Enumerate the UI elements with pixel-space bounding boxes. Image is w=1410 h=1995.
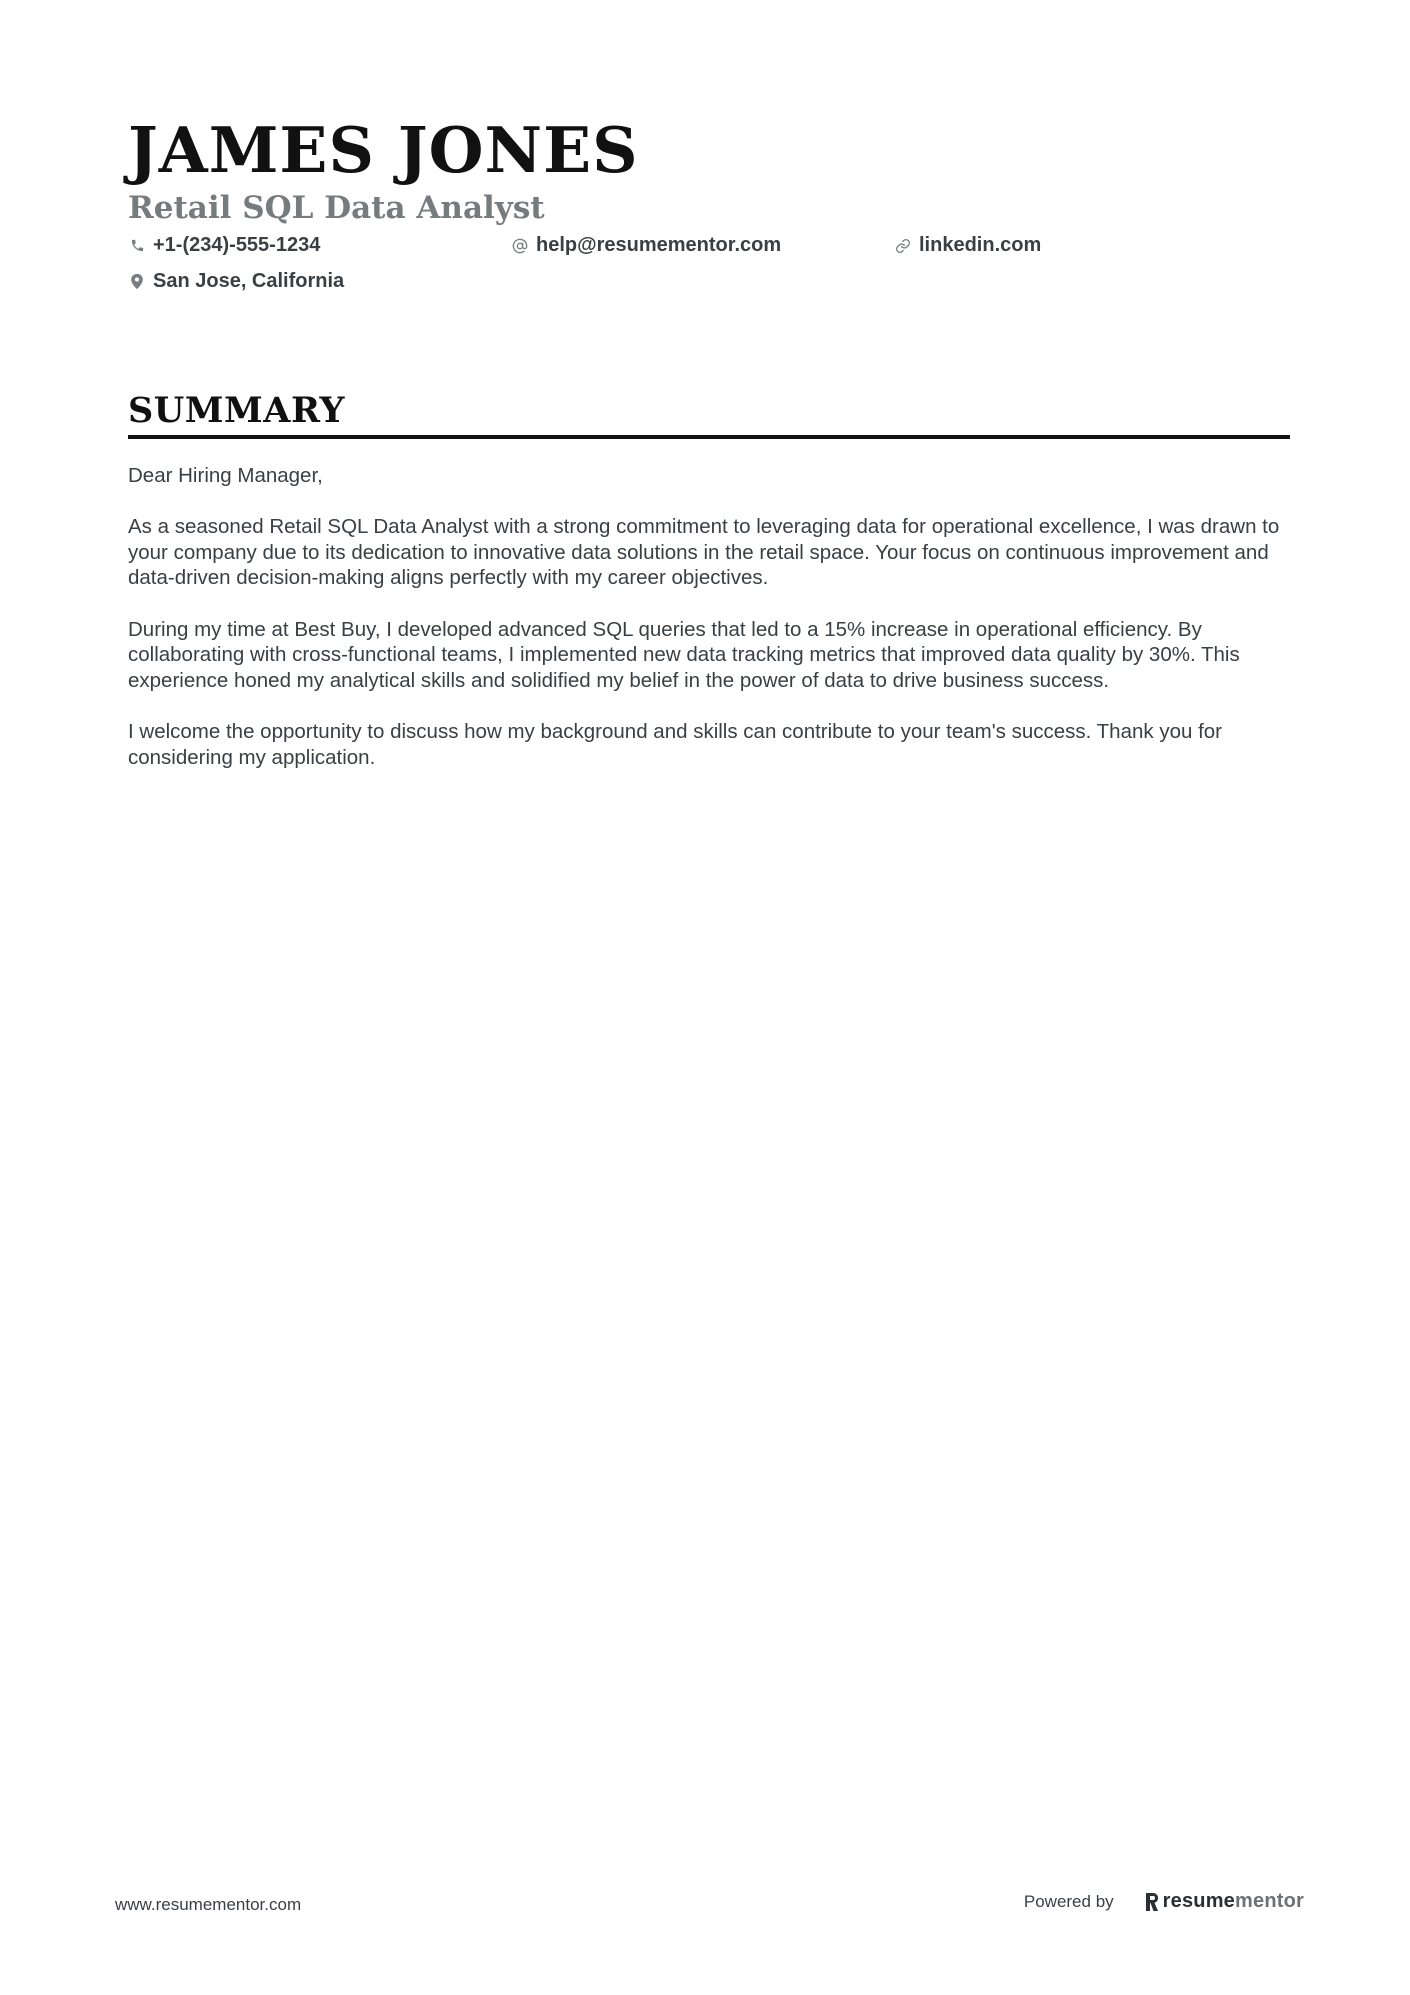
- map-pin-icon: [128, 273, 146, 291]
- resumementor-logo-icon: [1144, 1892, 1160, 1912]
- brand-name-part2: mentor: [1235, 1890, 1304, 1912]
- contact-info: [128, 234, 1288, 304]
- paragraph: During my time at Best Buy, I developed advanced SQL queries that led to a 15% increase in operational efficiency. By collaborating with cross-functional teams, I implemented new data tracking metrics that improved data quality by 30%. This experience honed my analytical skills and solidified my belief in the power of data to drive business success.: [128, 617, 1240, 692]
- location-text: San Jose, California: [153, 270, 345, 292]
- brand-logo[interactable]: [1144, 1890, 1304, 1913]
- contact-email[interactable]: [511, 234, 781, 257]
- paragraph: As a seasoned Retail SQL Data Analyst with a strong commitment to leveraging data for operational excellence, I was drawn to your company due to its dedication to innovative data solutions in the retail space. Your focus on continuous improvement and data-driven decision-making aligns perfectly with my career objectives.: [128, 515, 1280, 590]
- contact-phone: [128, 234, 320, 257]
- paragraph: I welcome the opportunity to discuss how my background and skills can contribute to your team's success. Thank you for considering my application.: [128, 719, 1222, 769]
- brand-name-part1: resume: [1162, 1890, 1236, 1912]
- link-text[interactable]: linkedin.com: [919, 234, 1042, 256]
- section-divider: [128, 435, 1290, 439]
- section-heading: SUMMARY: [128, 390, 345, 431]
- contact-link[interactable]: [894, 234, 1041, 257]
- header: [128, 112, 1288, 304]
- powered-by-label: Powered by: [1023, 1891, 1114, 1911]
- contact-location: [128, 270, 344, 293]
- candidate-name: JAMES JONES: [128, 113, 639, 187]
- phone-text: +1-(234)-555-1234: [153, 234, 321, 256]
- salutation: Dear Hiring Manager,: [128, 464, 323, 487]
- summary-section: [128, 389, 1290, 796]
- cover-letter-body: [128, 463, 1290, 770]
- phone-icon: [128, 237, 146, 255]
- footer-branding: [1024, 1890, 1304, 1913]
- footer-website[interactable]: www.resumementor.com: [115, 1895, 302, 1914]
- email-text[interactable]: help@resumementor.com: [536, 234, 782, 256]
- at-sign-icon: [511, 237, 529, 255]
- job-title: Retail SQL Data Analyst: [128, 190, 545, 226]
- link-icon: [894, 237, 912, 255]
